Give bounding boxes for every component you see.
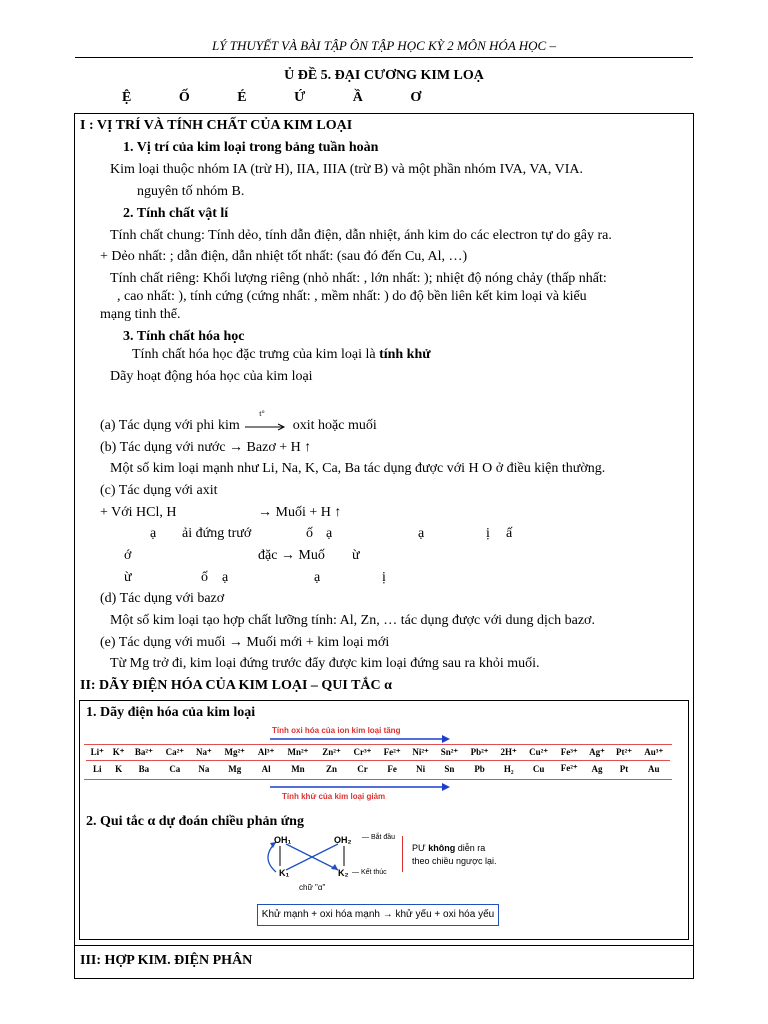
metal-cell: Zn (325, 763, 337, 774)
reaction-e-note: Từ Mg trở đi, kim loại đứng trước đẩy được kim loại đứng sau ra khỏi muối. (110, 656, 540, 671)
metal-cell: K (115, 763, 123, 774)
sub2-line2: + Dẻo nhất: ; dẫn điện, dẫn nhiệt tốt nhất: (sau đó đến Cu, Al, …) (100, 249, 468, 264)
reaction-d: (d) Tác dụng với bazơ (100, 591, 225, 606)
oxidation-arrow-icon (270, 735, 450, 743)
ion-cell: Mn²⁺ (280, 745, 316, 761)
sub3-line1-bold: tính khử (379, 347, 431, 362)
reaction-b-note: Một số kim loại mạnh như Li, Na, K, Ca, Ba tác dụng được với H O ở điều kiện thường. (110, 461, 606, 476)
subtitle-glyph: É (237, 90, 247, 105)
ion-cell: Na⁺ (191, 745, 218, 761)
metal-cell: Fe (387, 763, 397, 774)
ion-cell: Cr³⁺ (347, 745, 378, 761)
reaction-c1-left: + Với HCl, H (100, 505, 177, 520)
ion-cell: 2H⁺ (495, 745, 523, 761)
direction-note-bold: không (428, 843, 456, 853)
section2-heading: II: DÃY ĐIỆN HÓA CỦA KIM LOẠI – QUI TẮC α (80, 678, 392, 693)
ion-cell: Ca²⁺ (159, 745, 190, 761)
faded-text: ấ (506, 526, 513, 541)
metal-cell: Li (93, 763, 102, 774)
heat-arrow (243, 408, 289, 433)
sub1-heading: 1. Vị trí của kim loại trong bảng tuần hoàn (123, 140, 379, 155)
faded-text: đặc → Muố (258, 548, 325, 563)
ion-cell: Pt²⁺ (610, 745, 637, 761)
section-divider (74, 945, 694, 946)
sub-series-heading: 1. Dãy điện hóa của kim loại (86, 705, 256, 720)
document-title: Ủ ĐỀ 5. ĐẠI CƯƠNG KIM LOẠ (284, 68, 484, 83)
subtitle-glyph: Ố (178, 90, 190, 105)
reaction-c1-right: → Muối + H ↑ (258, 505, 342, 520)
ion-cell: Cu²⁺ (523, 745, 555, 761)
direction-note-line2: theo chiều ngược lại. (412, 856, 497, 866)
reaction-b: (b) Tác dụng với nước → Bazơ + H ↑ (100, 440, 312, 455)
reaction-d-note: Một số kim loại tạo hợp chất lưỡng tính: Al, Zn, … tác dụng được với dung dịch bazơ. (110, 613, 595, 628)
ion-cell: Al³⁺ (252, 745, 280, 761)
sub2-line5: mạng tinh thể. (100, 307, 181, 322)
ion-row (86, 745, 670, 761)
subtitle-glyph: Ứ (294, 90, 306, 105)
faded-text: ừ (124, 570, 132, 585)
metal-cell: Ag (591, 763, 603, 774)
faded-text: ải đứng trướ (182, 526, 252, 541)
metal-cell: Na (198, 763, 210, 774)
metal-cell: Mn (291, 763, 305, 774)
sub2-heading: 2. Tính chất vật lí (123, 206, 229, 221)
k2-label: K₂ (338, 868, 349, 878)
sub1-line1: Kim loại thuộc nhóm IA (trừ H), IIA, IIIA (trừ B) và một phần nhóm IVA, VA, VIA. (110, 162, 583, 177)
section3-heading: III: HỢP KIM. ĐIỆN PHÂN (80, 953, 253, 968)
faded-text: ố (201, 570, 208, 585)
ion-cell: Pb²⁺ (464, 745, 495, 761)
oh1-label: OH₁ (274, 835, 292, 845)
faded-text: ớ (124, 548, 132, 563)
metal-cell: Ca (169, 763, 181, 774)
heat-arrow-icon (243, 419, 289, 433)
sub2-line1: Tính chất chung: Tính dẻo, tính dẫn điện, dẫn nhiệt, ánh kim do các electron tự do gây ra. (110, 228, 612, 243)
faded-text: ạ (150, 526, 157, 541)
faded-text: ạ (314, 570, 321, 585)
document-subtitle (122, 90, 465, 106)
reduction-arrow-icon (270, 783, 450, 791)
metal-cell: Ba (138, 763, 150, 774)
sub2-line3: Tính chất riêng: Khối lượng riêng (nhỏ nhất: , lớn nhất: ); nhiệt độ nóng chảy (thấp nhất: (110, 271, 607, 286)
subtitle-glyph: Ầ (352, 90, 363, 105)
alpha-rule-formula: Khử mạnh + oxi hóa mạnh → khử yếu + oxi hóa yếu (257, 904, 499, 926)
metal-cell: Cr (357, 763, 368, 774)
alpha-rule-heading: 2. Qui tắc α dự đoán chiều phản ứng (86, 814, 304, 829)
ion-cell: Zn²⁺ (316, 745, 347, 761)
faded-text: ị (486, 526, 490, 541)
end-label: — Kết thúc (352, 869, 387, 876)
direction-note (412, 843, 485, 853)
sub1-line2: nguyên tố nhóm B. (137, 184, 245, 199)
direction-note-text: PƯ (412, 843, 429, 853)
metal-cell: Cu (532, 763, 545, 774)
ion-cell: Ba²⁺ (129, 745, 160, 761)
faded-text: ố (306, 526, 313, 541)
ion-cell: Ag⁺ (584, 745, 611, 761)
ion-cell: Li⁺ (86, 745, 109, 761)
faded-text: ừ (352, 548, 360, 563)
reaction-a-suffix: oxit hoặc muối (292, 418, 377, 433)
metal-row (86, 761, 670, 777)
faded-text: ạ (326, 526, 333, 541)
reduction-arrow-label: Tính khử của kim loại giảm (282, 792, 386, 801)
metal-cell: Fe²⁺ (560, 763, 578, 773)
section1-heading: I : VỊ TRÍ VÀ TÍNH CHẤT CỦA KIM LOẠI (80, 118, 353, 133)
ion-cell: Fe²⁺ (378, 745, 407, 761)
page-header: LÝ THUYẾT VÀ BÀI TẬP ÔN TẬP HỌC KỲ 2 MÔN HÓA HỌC – (212, 38, 556, 53)
header-rule (75, 57, 693, 58)
heat-arrow-label: t° (259, 408, 265, 418)
ion-cell: K⁺ (109, 745, 129, 761)
faded-text: ạ (222, 570, 229, 585)
subtitle-glyph: Ệ (122, 90, 132, 105)
metal-cell: H₂ (503, 763, 514, 774)
metal-cell: Mg (228, 763, 242, 774)
reaction-a-prefix: (a) Tác dụng với phi kim (100, 418, 240, 433)
faded-text: ạ (418, 526, 425, 541)
metal-cell: Pt (619, 763, 629, 774)
metal-cell: Ni (416, 763, 426, 774)
note-bar (402, 836, 403, 872)
sub3-heading: 3. Tính chất hóa học (123, 329, 245, 344)
ion-cell: Sn²⁺ (435, 745, 465, 761)
k1-label: K₁ (279, 868, 290, 878)
oxidation-arrow-label: Tính oxi hóa của ion kim loại tăng (272, 726, 401, 735)
ion-cell: Au³⁺ (638, 745, 670, 761)
ion-cell: Fe³⁺ (555, 745, 584, 761)
oh2-label: OH₂ (334, 835, 352, 845)
sub3-line1-text: Tính chất hóa học đặc trưng của kim loại là (132, 347, 380, 362)
subtitle-glyph: Ơ (410, 90, 422, 105)
ion-cell: Mg²⁺ (217, 745, 252, 761)
metal-cell: Pb (474, 763, 485, 774)
alpha-caption: chữ "α" (299, 883, 326, 892)
electrochemical-series (86, 745, 670, 776)
direction-note-text: diễn ra (455, 843, 486, 853)
ion-cell: Ni²⁺ (407, 745, 435, 761)
sub2-line4: , cao nhất: ), tính cứng (cứng nhất: , mềm nhất: ) do độ bền liên kết kim loại và kiểu (117, 289, 587, 304)
metal-cell: Al (261, 763, 271, 774)
sub3-line1 (132, 347, 431, 363)
sub3-line2: Dãy hoạt động hóa học của kim loại (110, 369, 313, 384)
start-label: — Bắt đầu (362, 834, 396, 841)
reaction-a (100, 408, 377, 434)
metal-cell: Sn (444, 763, 455, 774)
reaction-c: (c) Tác dụng với axit (100, 483, 218, 498)
reaction-e: (e) Tác dụng với muối → Muối mới + kim loại mới (100, 635, 390, 650)
faded-text: ị (382, 570, 386, 585)
metal-cell: Au (648, 763, 660, 774)
